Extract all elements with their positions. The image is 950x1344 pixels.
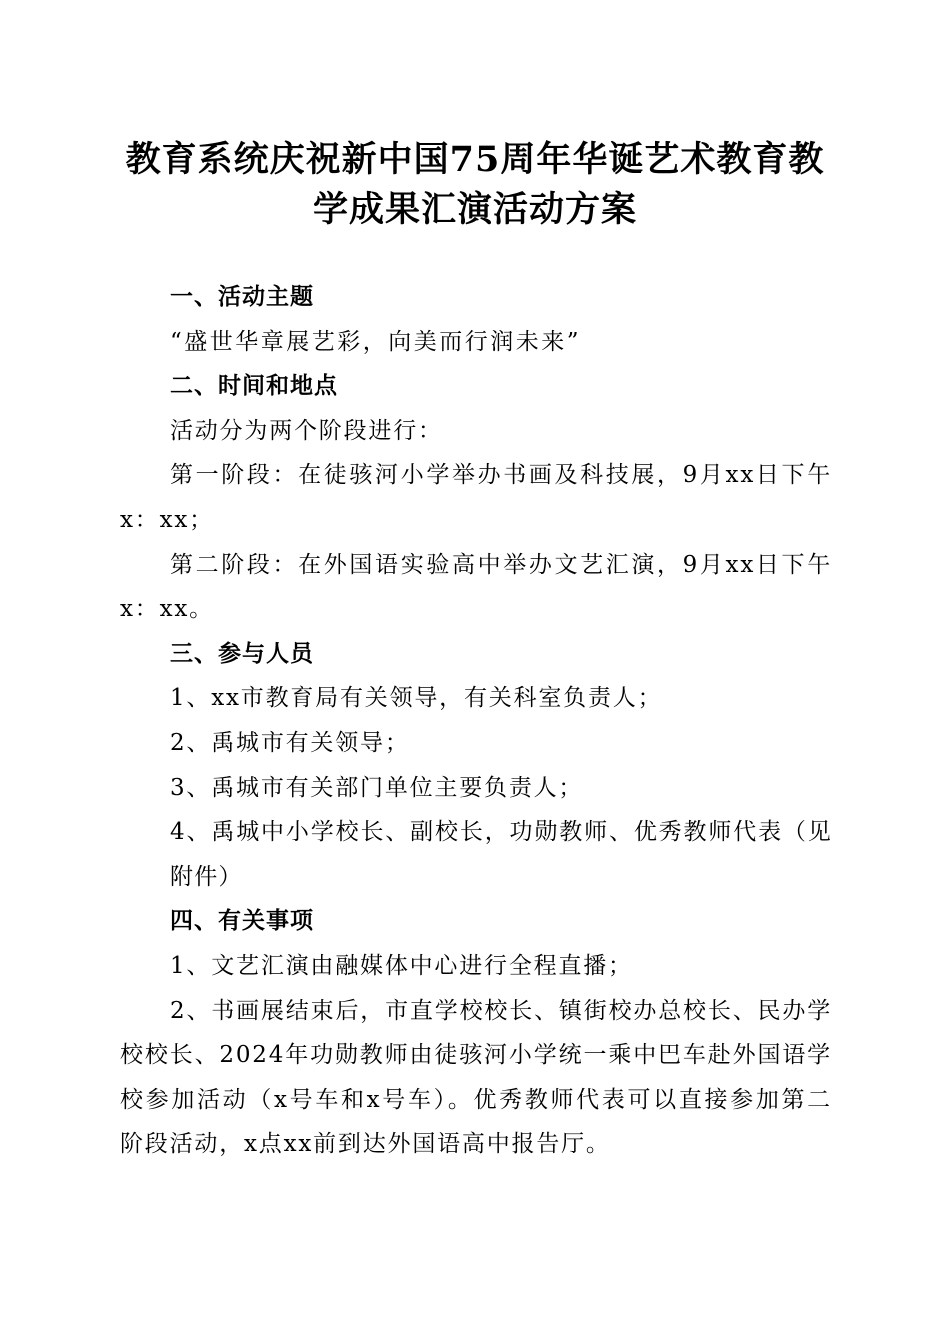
title-line-2: 学成果汇演活动方案 (312, 189, 637, 230)
stages-intro: 活动分为两个阶段进行： (170, 417, 443, 444)
title-line-1: 教育系统庆祝新中国75周年华诞艺术教育教 (125, 139, 825, 180)
document-body (120, 275, 832, 1167)
stage-one: 第一阶段：在徒骇河小学举办书画及科技展，9月xx日下午x：xx； (120, 462, 832, 533)
activity-theme-text: “盛世华章展艺彩，向美而行润未来” (170, 328, 582, 355)
section-heading-matters: 四、有关事项 (170, 908, 314, 935)
participant-item: 3、禹城市有关部门单位主要负责人； (170, 774, 584, 801)
matter-item: 1、文艺汇演由融媒体中心进行全程直播； (170, 952, 633, 979)
section-heading-participants: 三、参与人员 (170, 640, 314, 667)
matter-item: 2、书画展结束后，市直学校校长、镇街校办总校长、民办学校校长、2024年功勋教师由徒骇河小学统一乘中巴车赴外国语学校参加活动（x号车和x号车）。优秀教师代表可以直接参加第二阶段活动，x点xx前到达外国语高中报告厅。 (120, 997, 832, 1158)
stage-two: 第二阶段：在外国语实验高中举办文艺汇演，9月xx日下午x：xx。 (120, 551, 832, 623)
participant-item: 4、禹城中小学校长、副校长，功勋教师、优秀教师代表（见附件） (170, 819, 832, 890)
section-heading-time-place: 二、时间和地点 (170, 373, 338, 400)
document-title (100, 135, 850, 235)
participant-item: 2、禹城市有关领导； (170, 729, 410, 756)
section-heading-theme: 一、活动主题 (170, 284, 314, 310)
participant-item: 1、xx市教育局有关领导，有关科室负责人； (170, 685, 663, 712)
